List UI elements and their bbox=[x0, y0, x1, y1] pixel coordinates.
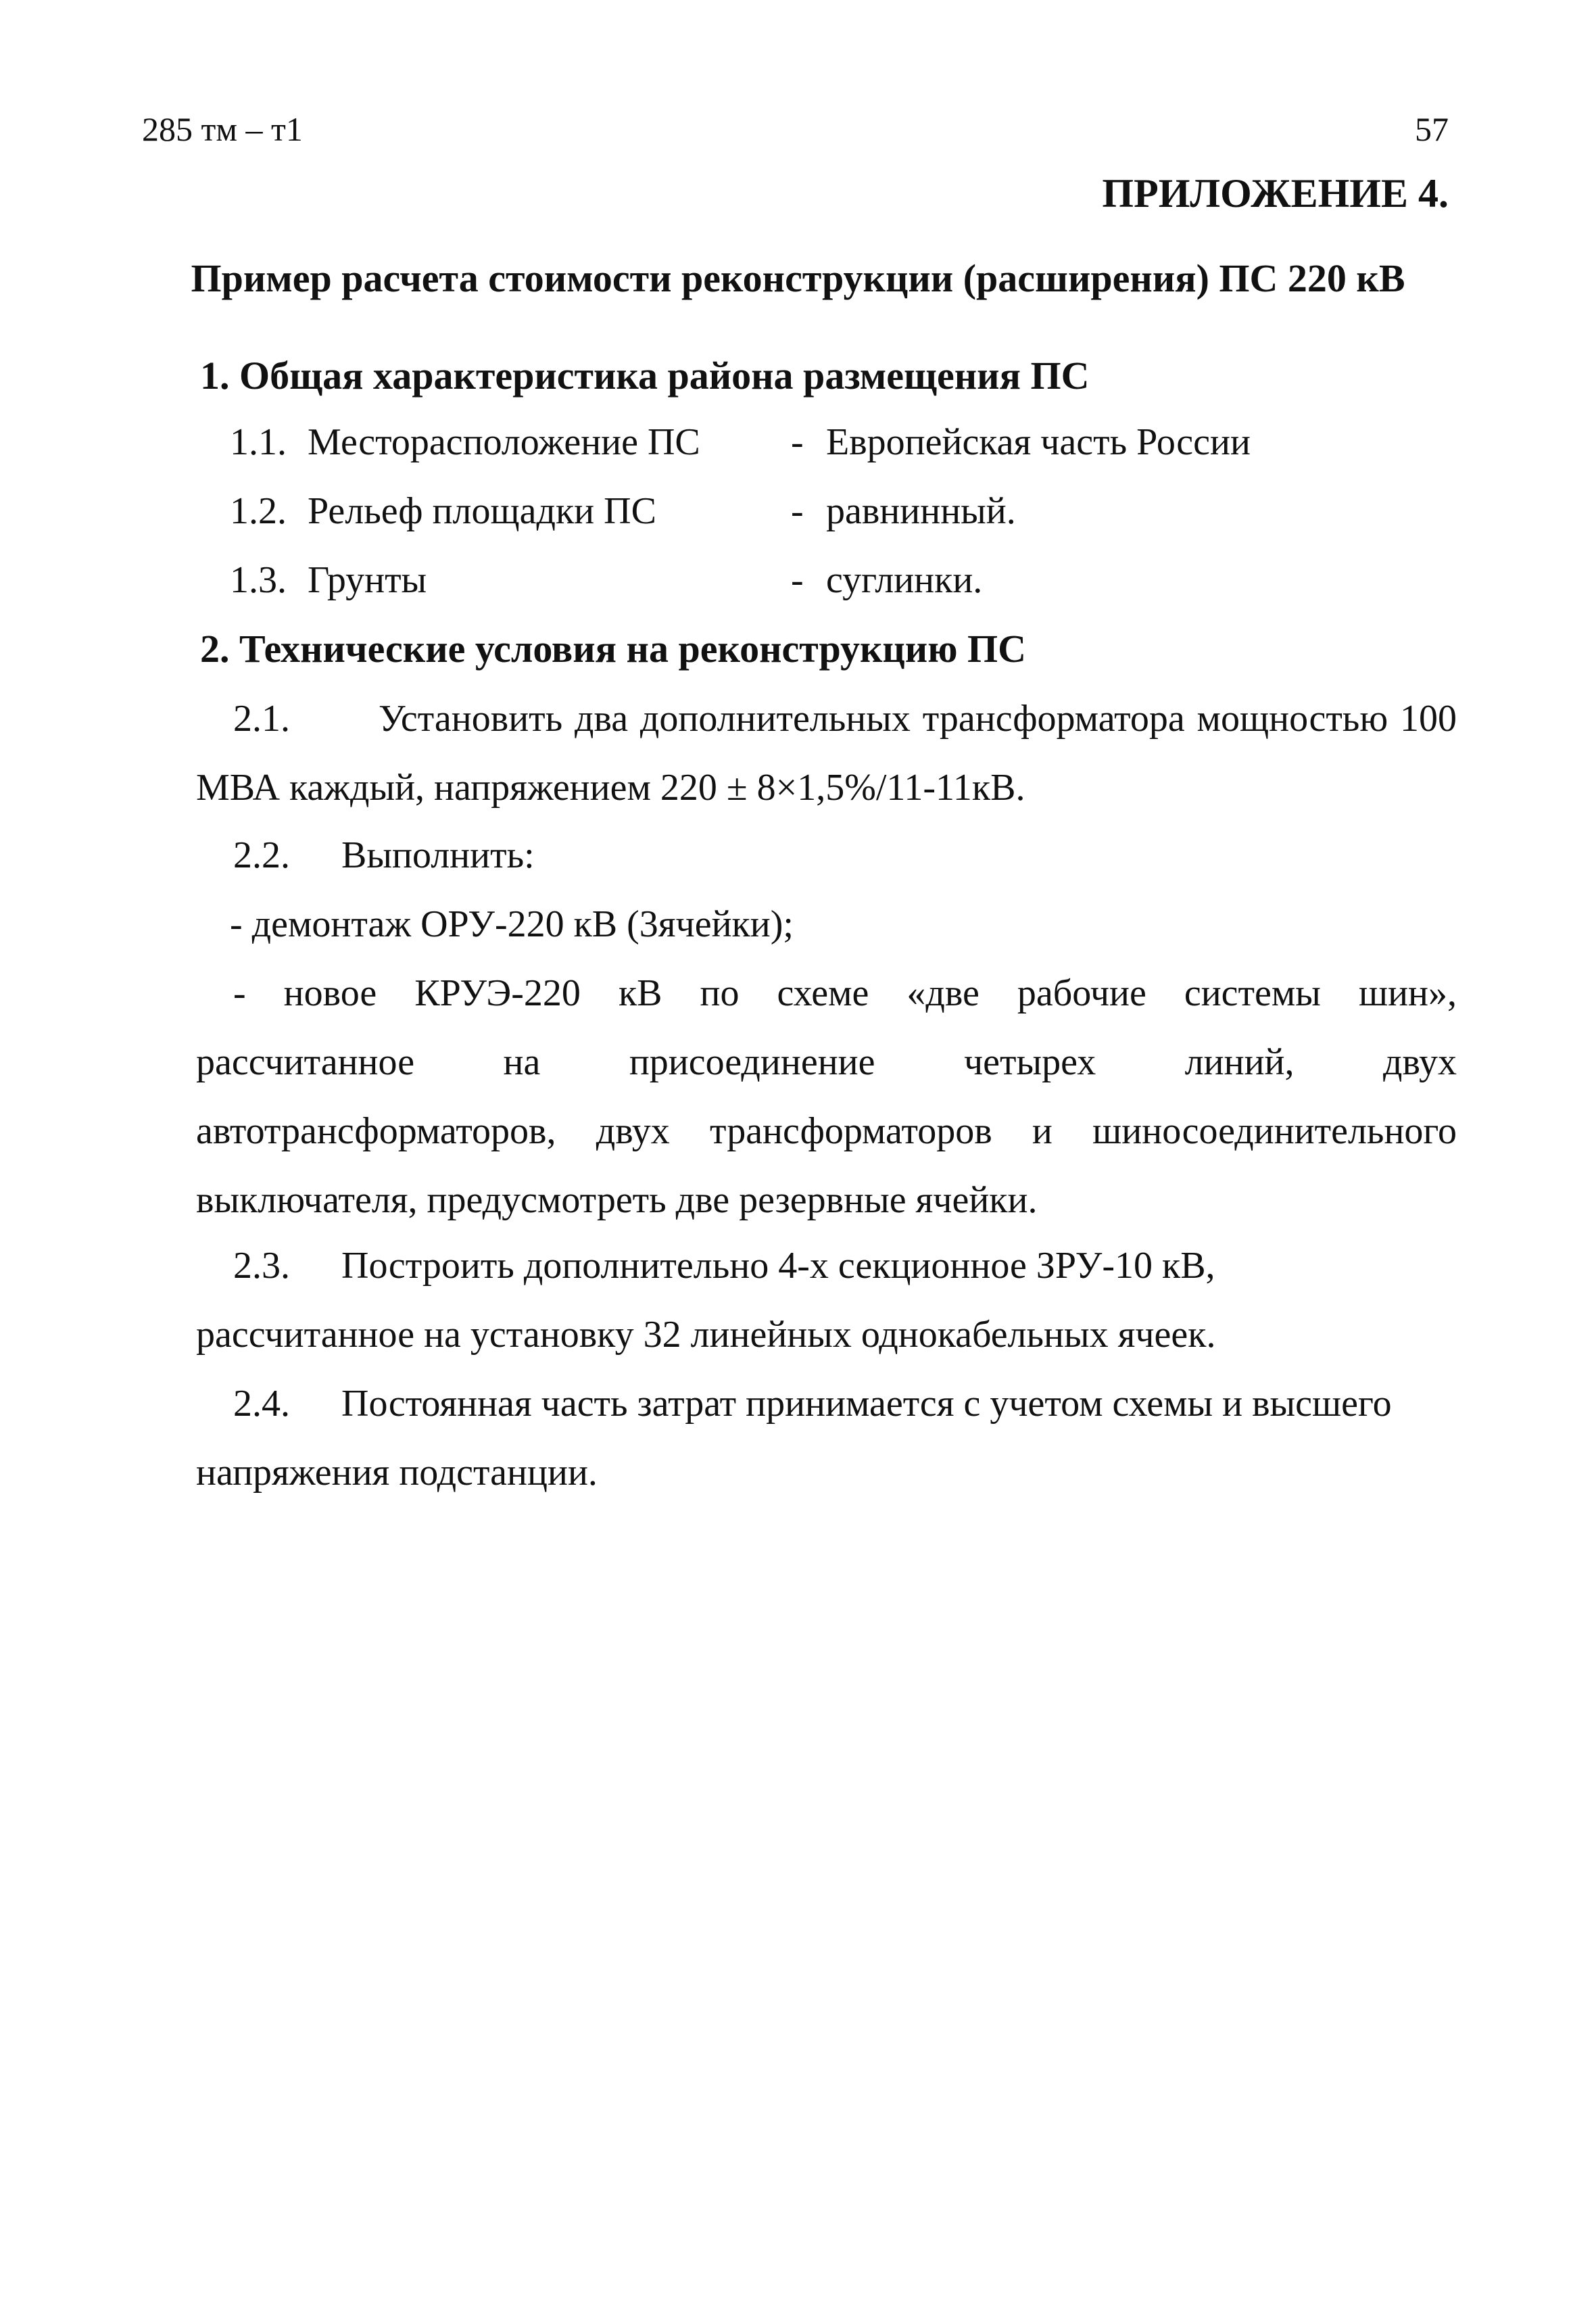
bullet-dismantling: - демонтаж ОРУ-220 кВ (3ячейки); bbox=[230, 903, 794, 945]
paragraph-2-4-line1: Постоянная часть затрат принимается с учетом схемы и высшего bbox=[341, 1383, 1392, 1425]
paragraph-2-2-text: Выполнить: bbox=[341, 834, 535, 876]
item-dash: - bbox=[791, 559, 804, 601]
appendix-title: ПРИЛОЖЕНИЕ 4. bbox=[1102, 171, 1449, 216]
item-dash: - bbox=[791, 421, 804, 463]
item-label: Месторасположение ПС bbox=[308, 421, 700, 463]
paragraph-2-4-number: 2.4. bbox=[233, 1383, 290, 1425]
bullet-new-kru-line2: рассчитанное на присоединение четырех линий, двух bbox=[196, 1041, 1457, 1083]
page-number: 57 bbox=[1415, 110, 1449, 148]
paragraph-2-1-line1 bbox=[196, 684, 1457, 753]
item-label: Грунты bbox=[308, 559, 427, 601]
item-dash: - bbox=[791, 490, 804, 532]
item-value: суглинки. bbox=[826, 559, 983, 601]
paragraph-2-3-number: 2.3. bbox=[233, 1245, 290, 1287]
paragraph-2-2-number: 2.2. bbox=[233, 834, 290, 876]
paragraph-2-3-line2: рассчитанное на установку 32 линейных однокабельных ячеек. bbox=[196, 1314, 1216, 1356]
bullet-new-kru-line4: выключателя, предусмотреть две резервные ячейки. bbox=[196, 1179, 1038, 1221]
item-value: равнинный. bbox=[826, 490, 1016, 532]
document-title: Пример расчета стоимости реконструкции (расширения) ПС 220 кВ bbox=[191, 256, 1405, 300]
paragraph-number: 2.1. bbox=[233, 698, 290, 740]
paragraph-2-4-line2: напряжения подстанции. bbox=[196, 1452, 598, 1494]
bullet-new-kru-line1: - новое КРУЭ-220 кВ по схеме «две рабочие системы шин», bbox=[233, 972, 1457, 1014]
document-code: 285 тм – т1 bbox=[142, 110, 303, 148]
paragraph-text: Установить два дополнительных трансформатора мощностью 100 bbox=[379, 698, 1457, 740]
item-value: Европейская часть России bbox=[826, 421, 1251, 463]
section1-heading: 1. Общая характеристика района размещения ПС bbox=[200, 354, 1090, 398]
item-label: Рельеф площадки ПС bbox=[308, 490, 656, 532]
item-number: 1.2. bbox=[230, 490, 287, 532]
section2-heading: 2. Технические условия на реконструкцию ПС bbox=[200, 627, 1027, 671]
paragraph-2-3-line1: Построить дополнительно 4-х секционное ЗРУ-10 кВ, bbox=[341, 1245, 1215, 1287]
paragraph-2-1-line2: МВА каждый, напряжением 220 ± 8×1,5%/11-11кВ. bbox=[196, 767, 1025, 809]
bullet-new-kru-line3: автотрансформаторов, двух трансформаторов и шиносоединительного bbox=[196, 1110, 1457, 1152]
item-number: 1.1. bbox=[230, 421, 287, 463]
item-number: 1.3. bbox=[230, 559, 287, 601]
